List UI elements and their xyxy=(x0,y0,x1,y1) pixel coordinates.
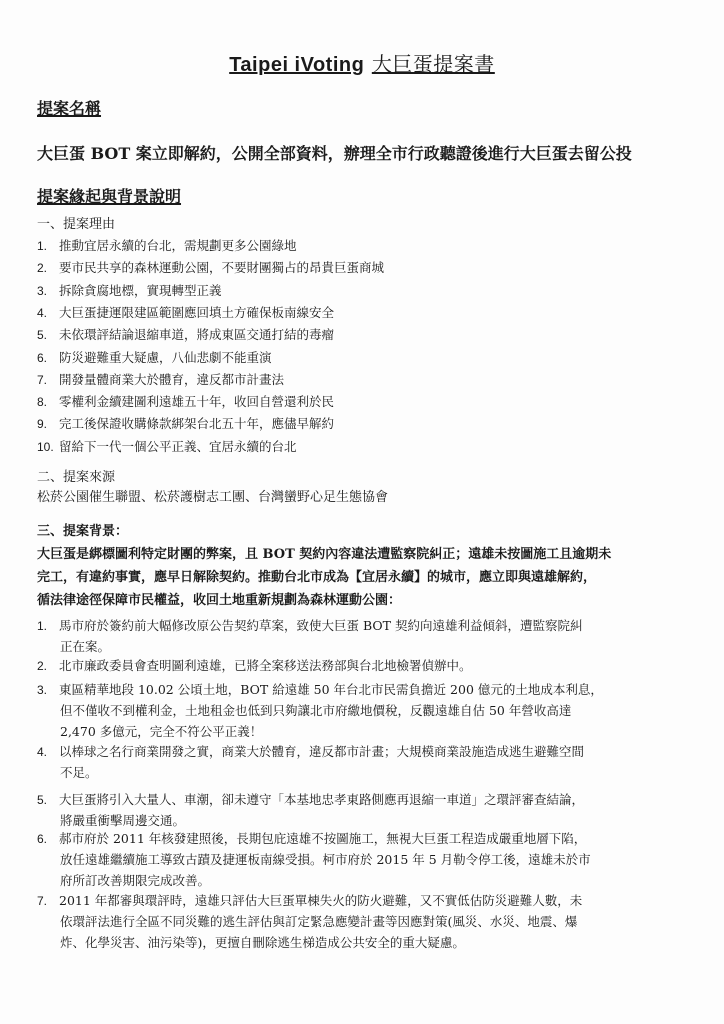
reason-item xyxy=(37,236,297,256)
background-item-number: 4. xyxy=(37,745,48,759)
source-text: 松菸公園催生聯盟、松菸護樹志工團、台灣蠻野心足生態協會 xyxy=(37,490,389,505)
reason-item xyxy=(37,414,334,434)
background-item xyxy=(37,891,582,911)
proposal-text: 大巨蛋 BOT 案立即解約，公開全部資料，辦理全市行政聽證後進行大巨蛋去留公投 xyxy=(37,144,632,163)
background-item-text: 馬市府於簽約前大幅修改原公告契約草案，致使大巨蛋 BOT 契約向遠雄利益傾斜，遭監察院糾 xyxy=(59,618,583,633)
background-intro-line: 循法律途徑保障市民權益，收回土地重新規劃為森林運動公園： xyxy=(37,593,402,608)
background-item-text: 2011 年都審與環評時，遠雄只評估大巨蛋單棟失火的防火避難，又不實低估防災避難人數，未 xyxy=(59,893,583,908)
reason-text: 拆除貪腐地標，實現轉型正義 xyxy=(59,282,222,298)
background-intro-line: 完工，有違約事實，應早日解除契約。推動台北市成為【宜居永續】的城市，應立即與遠雄解約， xyxy=(37,570,597,585)
background-item-text: 正在案。 xyxy=(60,639,111,654)
reason-number: 5. xyxy=(37,328,48,343)
background-item-number: 7. xyxy=(37,894,48,908)
background-item-text: 放任遠雄繼續施工導致古蹟及捷運板南線受損。柯市府於 2015 年 5 月勒令停工後，遠雄未於市 xyxy=(60,852,591,867)
reason-text: 留給下一代一個公平正義、宜居永續的台北 xyxy=(59,438,297,454)
background-item-text: 北市廉政委員會查明圖利遠雄，已將全案移送法務部與台北地檢署偵辦中。 xyxy=(59,658,472,673)
background-item-text: 以棒球之名行商業開發之實，商業大於體育，違反都市計畫；大規模商業設施造成逃生避難空間 xyxy=(59,744,585,759)
reason-item xyxy=(37,258,384,278)
background-item-number: 1. xyxy=(37,619,48,633)
background-item-continuation xyxy=(60,811,185,831)
background-item-continuation xyxy=(60,912,577,932)
background-item xyxy=(37,616,582,636)
reason-number: 1. xyxy=(37,239,48,253)
background-item-text: 東區精華地段 10.02 公頃土地，BOT 給遠雄 50 年台北市民需負擔近 200 億元的土地成本利息， xyxy=(59,682,603,697)
reason-number: 8. xyxy=(37,395,48,410)
reason-text: 零權利金續建圖利遠雄五十年，收回自營還利於民 xyxy=(59,394,335,410)
reason-number: 4. xyxy=(37,305,48,320)
reason-text: 開發量體商業大於體育，違反都市計畫法 xyxy=(59,371,285,387)
reason-text: 要市民共享的森林運動公園，不要財團獨占的昂貴巨蛋商城 xyxy=(59,260,385,276)
reason-item xyxy=(37,437,297,457)
reason-text: 未依環評結論退縮車道，將成東區交通打結的毒瘤 xyxy=(59,327,335,343)
background-item-text: 2,470 多億元，完全不符公平正義！ xyxy=(60,724,263,739)
reason-item xyxy=(37,392,334,412)
reason-item xyxy=(37,370,284,390)
reason-text: 推動宜居永續的台北，需規劃更多公園綠地 xyxy=(59,238,297,253)
background-item-continuation xyxy=(60,871,210,891)
reason-number: 3. xyxy=(37,283,48,298)
background-heading: 提案緣起與背景說明 xyxy=(37,187,182,206)
reason-number: 2. xyxy=(37,261,48,276)
background-item xyxy=(37,680,603,700)
document-title xyxy=(0,48,724,77)
background-item-text: 但不僅收不到權利金，土地租金也低到只夠讓北市府繳地價稅，反觀遠雄自估 50 年營收高達 xyxy=(60,703,572,718)
background-item-continuation xyxy=(60,850,591,870)
reason-item xyxy=(37,325,334,345)
background-item-continuation xyxy=(60,637,110,657)
background-item-number: 2. xyxy=(37,659,48,673)
reasons-heading: 一、提案理由 xyxy=(37,217,116,232)
background-item-text: 依環評法進行全區不同災難的逃生評估與訂定緊急應變計畫等因應對策(風災、水災、地震、爆 xyxy=(60,914,578,929)
background-item xyxy=(37,790,584,810)
reason-number: 6. xyxy=(37,350,48,365)
background-item-continuation xyxy=(60,763,98,783)
reason-text: 大巨蛋捷運限建區範圍應回填土方確保板南線安全 xyxy=(59,304,335,320)
reason-item xyxy=(37,348,272,368)
background-item-text: 不足。 xyxy=(60,765,98,780)
background-item-continuation xyxy=(60,701,571,721)
background-item-text: 炸、化學災害、油污染等)，更擅自刪除逃生梯造成公共安全的重大疑慮。 xyxy=(60,935,465,950)
background-item-text: 府所訂改善期限完成改善。 xyxy=(60,873,211,888)
background-intro-line: 大巨蛋是綁標圖利特定財團的弊案，且 BOT 契約內容違法遭監察院糾正；遠雄未按圖施工且逾期未 xyxy=(37,547,612,562)
background-sub-heading: 三、提案背景： xyxy=(37,524,129,539)
reason-number: 7. xyxy=(37,372,48,387)
source-heading: 二、提案來源 xyxy=(37,470,116,485)
title-en: Taipei iVoting xyxy=(229,54,365,76)
reason-item xyxy=(37,281,222,301)
proposal-name-heading: 提案名稱 xyxy=(37,99,102,118)
background-item-text: 郝市府於 2011 年核發建照後，長期包庇遠雄不按圖施工，無視大巨蛋工程造成嚴重地層下陷， xyxy=(59,831,587,846)
background-item xyxy=(37,829,586,849)
background-item-text: 將嚴重衝擊周邊交通。 xyxy=(60,813,186,828)
reason-text: 完工後保證收購條款綁架台北五十年，應儘早解約 xyxy=(59,416,335,432)
background-item-continuation xyxy=(60,933,465,953)
reason-number: 10. xyxy=(37,439,54,454)
background-item-continuation xyxy=(60,722,262,742)
reason-item xyxy=(37,303,334,323)
reason-number: 9. xyxy=(37,417,48,432)
background-item-text: 大巨蛋將引入大量人、車潮，卻未遵守「本基地忠孝東路側應再退縮一車道」之環評審查結論， xyxy=(59,792,585,807)
title-zh: 大巨蛋提案書 xyxy=(371,52,495,76)
background-item xyxy=(37,656,472,676)
background-item-number: 3. xyxy=(37,683,48,697)
background-item xyxy=(37,742,584,762)
background-item-number: 5. xyxy=(37,793,48,807)
reason-text: 防災避難重大疑慮，八仙悲劇不能重演 xyxy=(59,349,272,365)
background-item-number: 6. xyxy=(37,832,48,846)
